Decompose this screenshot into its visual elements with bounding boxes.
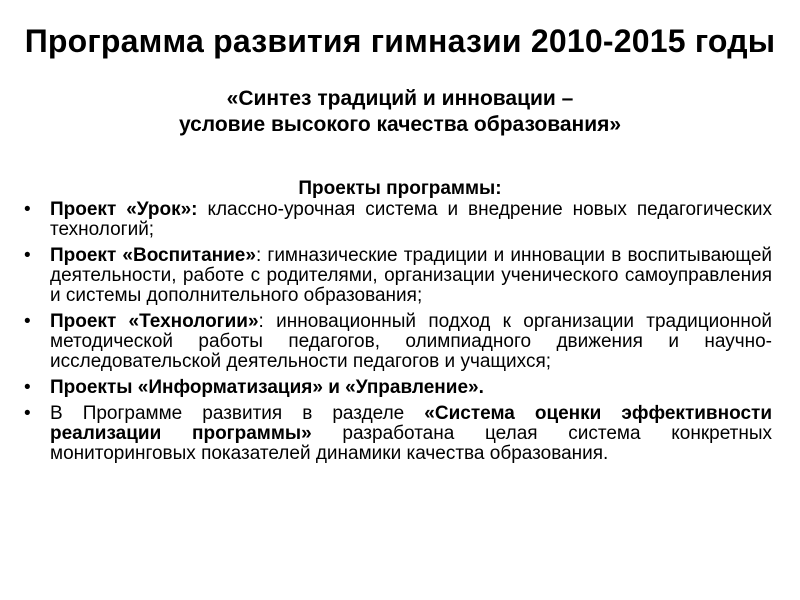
bullet-icon: • <box>24 403 31 424</box>
project-item-technologies <box>24 312 772 372</box>
subtitle-line-2: условие высокого качества образования» <box>178 113 622 136</box>
slide-title: Программа развития гимназии 2010-2015 годы <box>24 23 776 59</box>
bullet-icon: • <box>24 377 31 398</box>
project-pre: В Программе развития в разделе <box>50 403 425 424</box>
slide-subtitle <box>40 86 760 138</box>
project-lead: Проект «Урок»: <box>50 199 198 220</box>
project-text: разработана целая система конкретных мониторинговых показателей динамики качества образования. <box>50 423 773 464</box>
project-item-lesson <box>24 200 772 240</box>
bullet-icon: • <box>24 199 31 220</box>
project-lead: Проект «Технологии» <box>50 311 259 332</box>
project-item-upbringing <box>24 246 772 306</box>
bullet-icon: • <box>24 311 31 332</box>
project-text: классно-урочная система и внедрение новых педагогических технологий; <box>50 199 772 240</box>
project-lead: Проект «Воспитание» <box>50 245 256 266</box>
subtitle-line-1: «Синтез традиций и инновации – <box>226 87 574 110</box>
project-text: : инновационный подход к организации традиционной методической работы педагогов, олимпиадного движения и научно-исследовательской деятельности педагогов и учащихся; <box>50 311 773 372</box>
project-lead: «Система оценки эффективности реализации программы» <box>50 403 772 444</box>
project-item-informatization <box>24 378 772 398</box>
projects-list <box>24 200 772 470</box>
project-lead: Проекты «Информатизация» и «Управление». <box>50 377 484 398</box>
section-heading: Проекты программы: <box>298 178 502 199</box>
project-text: : гимназические традиции и инновации в воспитывающей деятельности, работе с родителями, организации ученического самоуправления и системы дополнительного образования; <box>50 245 773 306</box>
bullet-icon: • <box>24 245 31 266</box>
project-item-evaluation <box>24 404 772 464</box>
